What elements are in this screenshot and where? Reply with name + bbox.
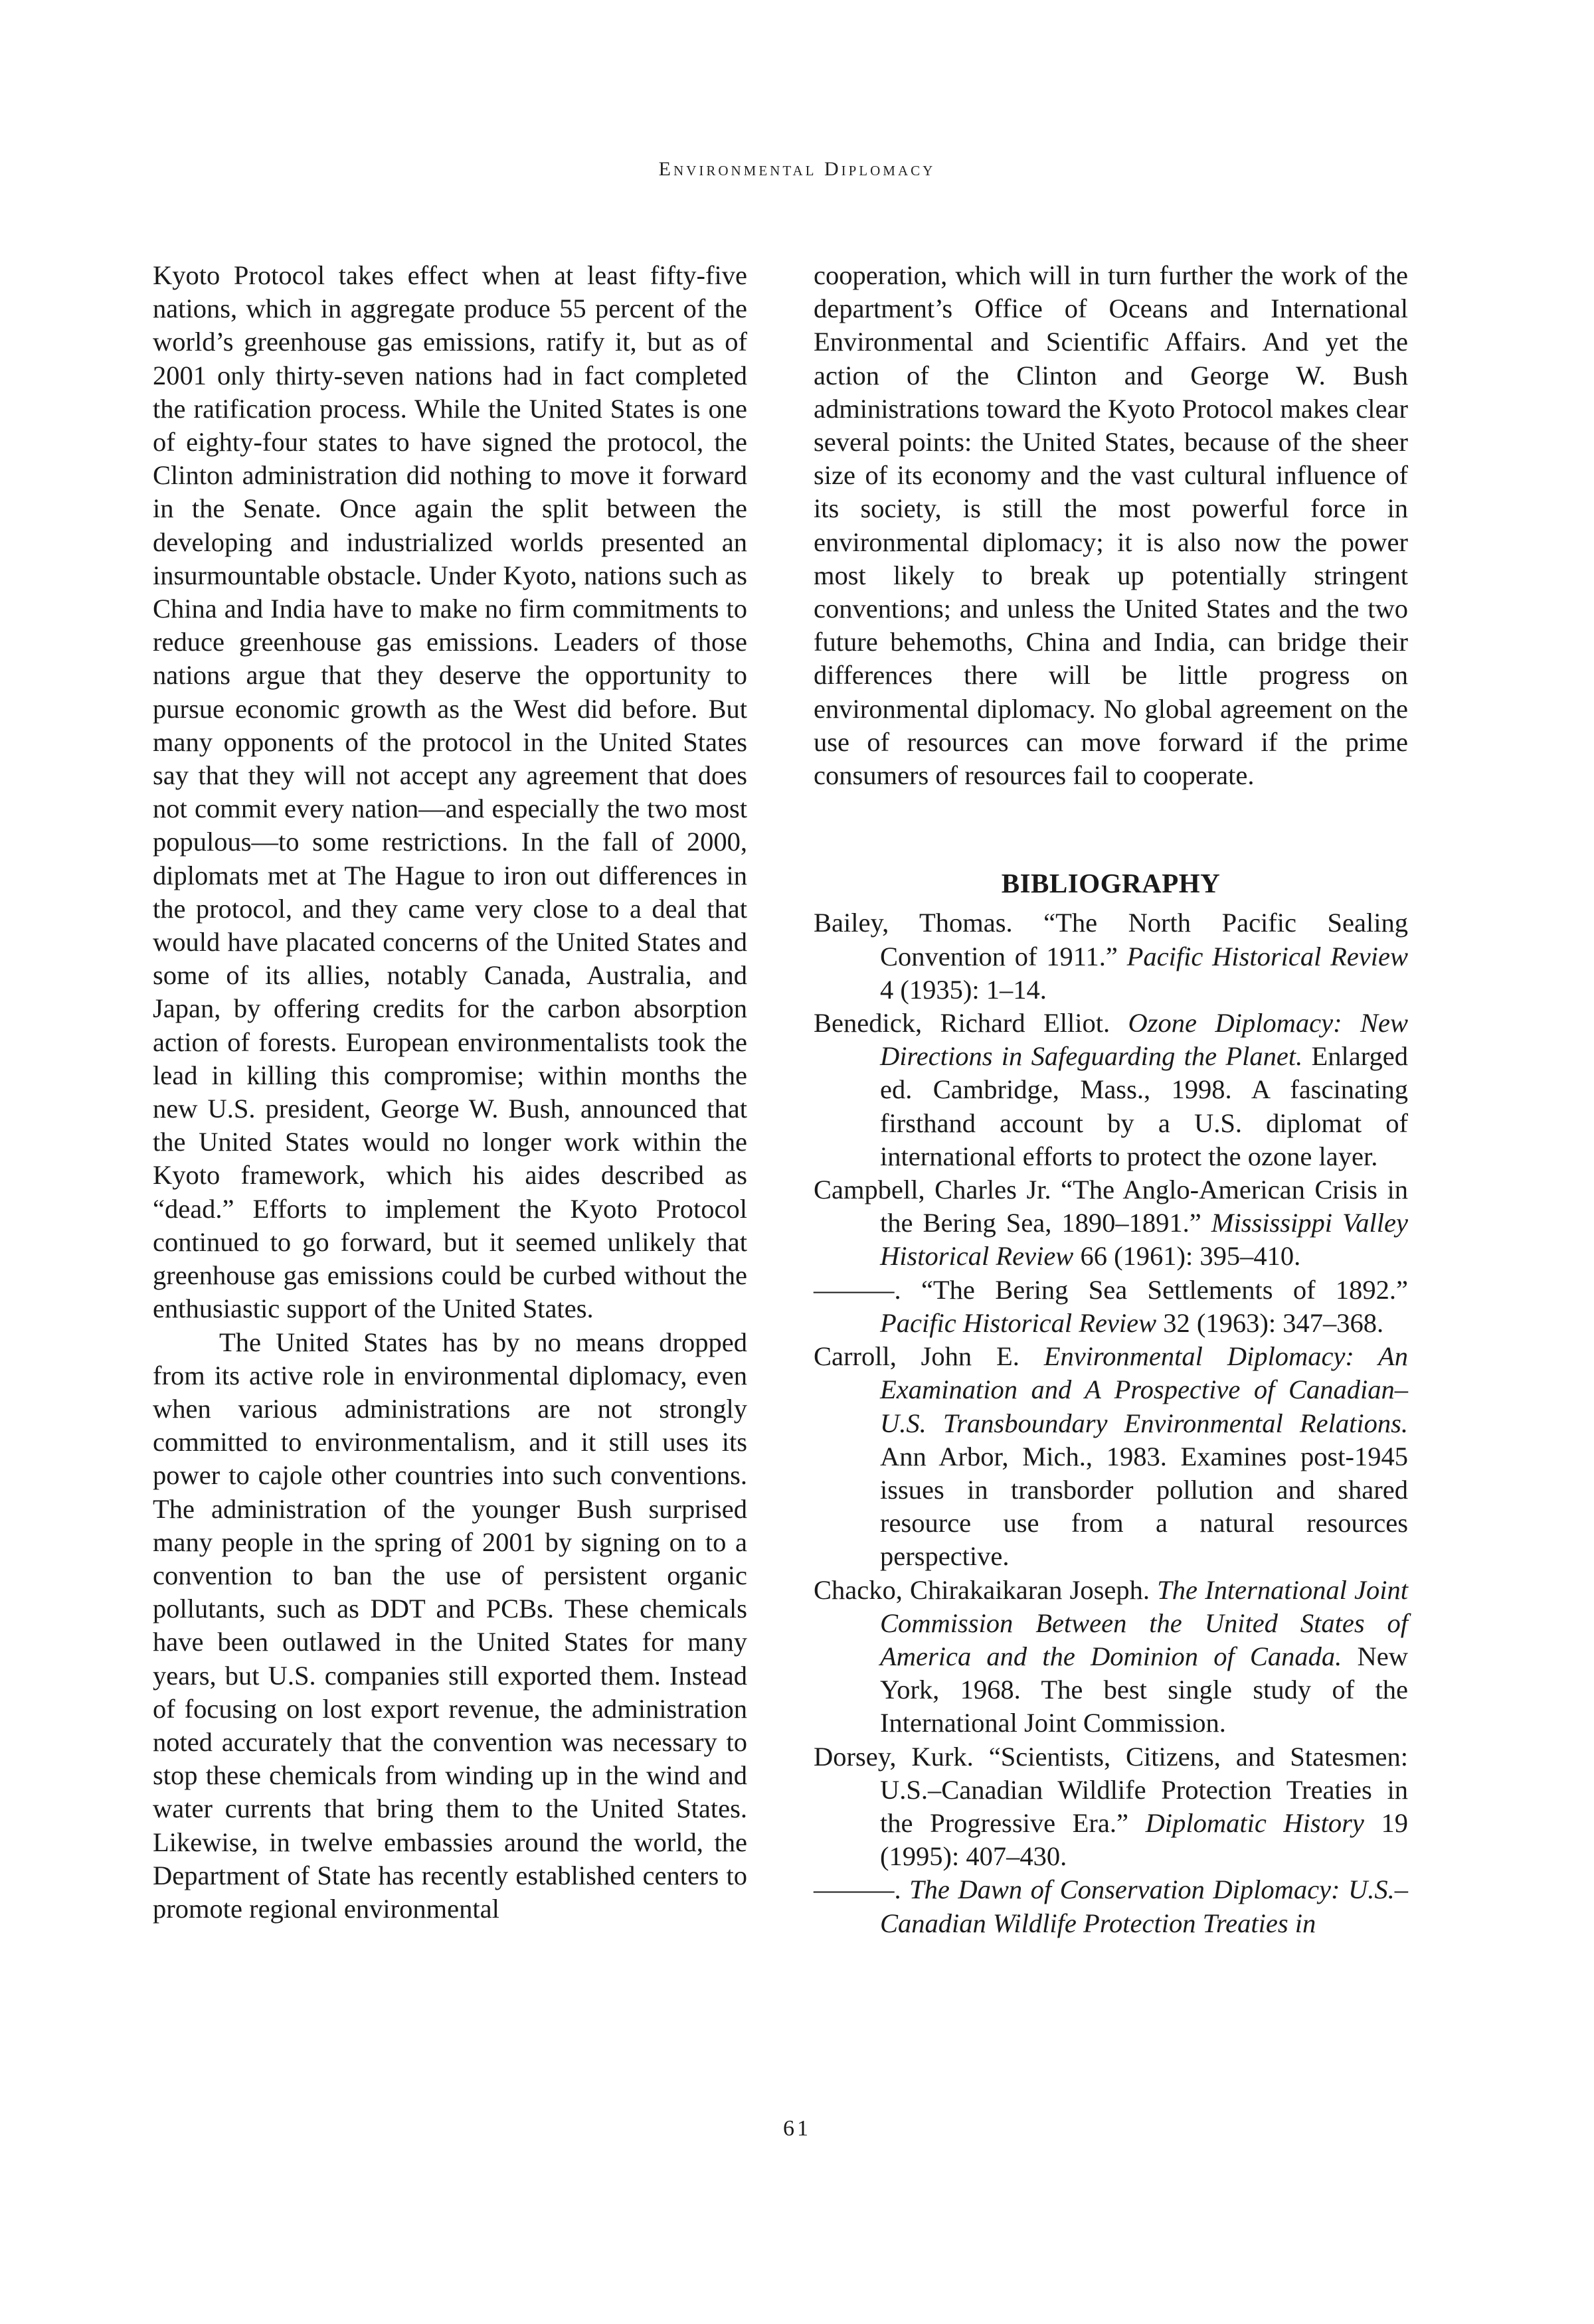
- running-head: Environmental Diplomacy: [658, 158, 936, 180]
- page-number: 61: [783, 2116, 811, 2141]
- bibliography-entry: Carroll, John E. Environmental Diplomacy: An Examination and A Prospective of Canadian–U.S. Transboundary Environmental Relations. Ann Arbor, Mich., 1983. Examines post-1945 issues in transborder pollution and shared resource use from a natural resources perspective.: [814, 1341, 1409, 1572]
- bibliography-entry: Benedick, Richard Elliot. Ozone Diplomacy: New Directions in Safeguarding the Planet. Enlarged ed. Cambridge, Mass., 1998. A fascinating firsthand account by a U.S. diplomat of international efforts to protect the ozone layer.: [814, 1008, 1408, 1171]
- body-paragraph: Kyoto Protocol takes effect when at least fifty-five nations, which in aggregate produce 55 percent of the world’s greenhouse gas emissions, ratify it, but as of 2001 only thirty-seven nations had in fact completed the ratification process. While the United States is one of eighty-four states to have signed the protocol, the Clinton administration did nothing to move it forward in the Senate. Once again the split between the developing and industrialized worlds presented an insurmountable obstacle. Under Kyoto, nations such as China and India have to make no firm commitments to reduce greenhouse gas emissions. Leaders of those nations argue that they deserve the opportunity to pursue economic growth as the West did before. But many opponents of the protocol in the United States say that they will not accept any agreement that does not commit every nation—and especially the two most populous—to some restrictions. In the fall of 2000, diplomats met at The Hague to iron out differences in the protocol, and they came very close to a deal that would have placated concerns of the United States and some of its allies, notably Canada, Australia, and Japan, by offering credits for the carbon absorption action of forests. European environmentalists took the lead in killing this compromise; within months the new U.S. president, George W. Bush, announced that the United States would no longer work within the Kyoto framework, which his aides described as “dead.” Efforts to implement the Kyoto Protocol continued to go forward, but it seemed unlikely that greenhouse gas emissions could be curbed without the enthusiastic support of the United States.: [153, 260, 747, 1324]
- bibliography-entry: Chacko, Chirakaikaran Joseph. The International Joint Commission Between the United States of America and the Dominion of Canada. New York, 1968. The best single study of the International Joint Commission.: [814, 1574, 1409, 1738]
- body-paragraph: cooperation, which will in turn further the work of the department’s Office of Oceans and International Environmental and Scientific Affairs. And yet the action of the Clinton and George W. Bush administrations toward the Kyoto Protocol makes clear several points: the United States, because of the sheer size of its economy and the vast cultural influence of its society, is still the most powerful force in environmental diplomacy; it is also now the power most likely to break up potentially stringent conventions; and unless the United States and the two future behemoths, China and India, can bridge their differences there will be little progress on environmental diplomacy. No global agreement on the use of resources can move forward if the prime consumers of resources fail to cooperate.: [814, 260, 1408, 791]
- bibliography-entry: ———. The Dawn of Conservation Diplomacy: U.S.–Canadian Wildlife Protection Treaties in: [814, 1874, 1409, 1938]
- bibliography-entry: Campbell, Charles Jr. “The Anglo-American Crisis in the Bering Sea, 1890–1891.” Mississippi Valley Historical Review 66 (1961): 395–410.: [814, 1175, 1408, 1272]
- right-column: [814, 259, 1408, 1940]
- left-column: [153, 259, 747, 1926]
- bibliography-entry: Bailey, Thomas. “The North Pacific Sealing Convention of 1911.” Pacific Historical Review 4 (1935): 1–14.: [814, 908, 1409, 1005]
- body-paragraph: The United States has by no means dropped from its active role in environmental diplomacy, even when various administrations are not strongly committed to environmentalism, and it still uses its power to cajole other countries into such conventions. The administration of the younger Bush surprised many people in the spring of 2001 by signing on to a convention to ban the use of persistent organic pollutants, such as DDT and PCBs. These chemicals have been outlawed in the United States for many years, but U.S. companies still exported them. Instead of focusing on lost export revenue, the administration noted accurately that the convention was necessary to stop these chemicals from winding up in the wind and water currents that bring them to the United States. Likewise, in twelve embassies around the world, the Department of State has recently established centers to promote regional environmental: [153, 1327, 747, 1924]
- bibliography-heading: BIBLIOGRAPHY: [1001, 868, 1221, 899]
- bibliography-entry: ———. “The Bering Sea Settlements of 1892.” Pacific Historical Review 32 (1963): 347–368.: [814, 1274, 1408, 1338]
- bibliography-entry: Dorsey, Kurk. “Scientists, Citizens, and Statesmen: U.S.–Canadian Wildlife Protection Treaties in the Progressive Era.” Diplomatic History 19 (1995): 407–430.: [814, 1741, 1409, 1872]
